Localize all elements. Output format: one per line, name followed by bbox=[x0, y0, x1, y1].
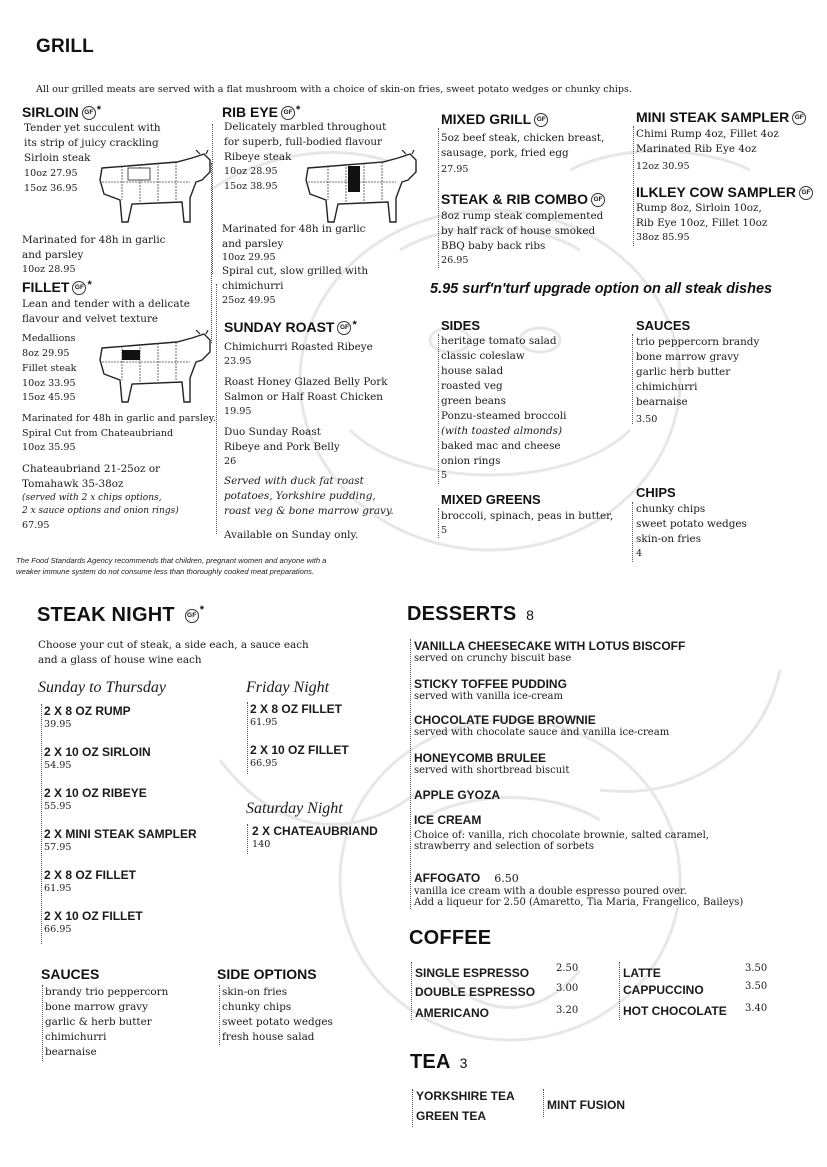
sunday-roast-served bbox=[224, 474, 394, 519]
ribeye-price: 10oz 28.95 bbox=[224, 166, 278, 177]
steak-night-title bbox=[37, 604, 204, 627]
coffee-name: LATTE bbox=[623, 966, 661, 980]
grill-sauces-title: SAUCES bbox=[636, 318, 691, 333]
divider bbox=[410, 639, 411, 909]
sauce-item: bearnaise bbox=[45, 1046, 97, 1058]
dessert-desc: served with shortbread biscuit bbox=[414, 765, 570, 776]
ribeye-title bbox=[222, 104, 300, 120]
fillet-line: Marinated for 48h in garlic and parsley. bbox=[22, 413, 216, 424]
mixed-greens-line: broccoli, spinach, peas in butter, bbox=[441, 510, 614, 522]
side-item: roasted veg bbox=[441, 380, 503, 392]
side-item: house salad bbox=[441, 365, 504, 377]
steak-night-intro-line: and a glass of house wine each bbox=[38, 654, 202, 666]
chips-price: 4 bbox=[636, 548, 643, 559]
coffee-left-list bbox=[415, 962, 585, 1021]
divider bbox=[216, 284, 217, 534]
fillet-name: FILLET bbox=[22, 279, 70, 295]
dessert-name: VANILLA CHEESECAKE WITH LOTUS BISCOFF bbox=[414, 639, 686, 653]
sunday-thursday-heading: Sunday to Thursday bbox=[38, 679, 166, 696]
star-mark: * bbox=[352, 319, 357, 331]
dessert-name: AFFOGATO bbox=[414, 871, 481, 885]
mixed-grill-desc bbox=[441, 131, 604, 178]
sunday-thursday-list bbox=[44, 704, 197, 950]
side-item: green beans bbox=[441, 395, 506, 407]
tea-price: 3 bbox=[459, 1055, 468, 1071]
side-item: classic coleslaw bbox=[441, 350, 525, 362]
friday-heading: Friday Night bbox=[246, 679, 330, 696]
steak-night-item bbox=[250, 743, 349, 784]
gluten-free-icon: GF bbox=[337, 321, 351, 335]
sauce-item: chimichurri bbox=[45, 1031, 107, 1043]
mini-sampler-name: MINI STEAK SAMPLER bbox=[636, 109, 790, 125]
dessert-item bbox=[414, 751, 709, 788]
divider bbox=[41, 704, 42, 944]
item-price: 54.95 bbox=[44, 760, 72, 771]
coffee-name: DOUBLE ESPRESSO bbox=[415, 985, 536, 999]
ilkley-desc bbox=[636, 201, 767, 246]
dessert-desc: served with vanilla ice-cream bbox=[414, 691, 563, 702]
saturday-list bbox=[252, 824, 378, 853]
sauces-price: 3.50 bbox=[636, 414, 658, 425]
dessert-desc: vanilla ice cream with a double espresso poured over. bbox=[414, 886, 687, 897]
divider bbox=[543, 1089, 544, 1117]
coffee-item bbox=[415, 1002, 585, 1021]
ribeye-price: 25oz 49.95 bbox=[222, 295, 276, 306]
item-price: 57.95 bbox=[44, 842, 72, 853]
mixed-greens-title: MIXED GREENS bbox=[441, 492, 541, 507]
divider bbox=[619, 962, 620, 1020]
sirloin-line: and parsley bbox=[22, 249, 84, 261]
tea-item: GREEN TEA bbox=[416, 1109, 487, 1123]
dessert-item bbox=[414, 788, 709, 813]
sirloin-marinated bbox=[22, 233, 165, 278]
tea-left-list bbox=[416, 1089, 515, 1123]
divider bbox=[411, 962, 412, 1020]
dessert-desc: served on crunchy biscuit base bbox=[414, 653, 572, 664]
fillet-line: (served with 2 x chips options, bbox=[22, 493, 162, 503]
ribeye-name: RIB EYE bbox=[222, 104, 279, 120]
steak-rib-line: BBQ baby back ribs bbox=[441, 240, 546, 252]
steak-night-sauces-title: SAUCES bbox=[41, 966, 100, 982]
dessert-name: CHOCOLATE FUDGE BROWNIE bbox=[414, 713, 596, 727]
ribeye-line: Ribeye steak bbox=[224, 151, 292, 163]
star-mark: * bbox=[199, 604, 205, 616]
fillet-line: Spiral Cut from Chateaubriand bbox=[22, 427, 174, 439]
food-standards-note bbox=[16, 555, 326, 577]
steak-night-item bbox=[44, 786, 197, 827]
sides-price: 5 bbox=[441, 470, 448, 481]
fillet-marinated bbox=[22, 412, 216, 456]
sirloin-name: SIRLOIN bbox=[22, 104, 79, 120]
mixed-grill-line: sausage, pork, fried egg bbox=[441, 147, 569, 159]
divider bbox=[633, 126, 634, 246]
ribeye-line: and parsley bbox=[222, 238, 284, 250]
coffee-item bbox=[623, 979, 773, 1000]
coffee-title: COFFEE bbox=[409, 927, 492, 949]
fillet-line: Medallions bbox=[22, 333, 76, 344]
coffee-price: 3.20 bbox=[556, 1005, 579, 1016]
fillet-chateaubriand bbox=[22, 462, 160, 492]
ilkley-line: Rib Eye 10oz, Fillet 10oz bbox=[636, 217, 768, 229]
side-item: baked mac and cheese bbox=[441, 440, 561, 452]
dessert-name: ICE CREAM bbox=[414, 813, 482, 827]
fillet-cow-cuts-icon bbox=[92, 330, 214, 408]
sunday-roast-duo bbox=[224, 425, 340, 470]
coffee-name: SINGLE ESPRESSO bbox=[415, 966, 530, 980]
fsa-line: weaker immune system do not consume less than thoroughly cooked meat preparations. bbox=[16, 567, 314, 576]
tea-item: YORKSHIRE TEA bbox=[416, 1089, 515, 1103]
steak-rib-line: by half rack of house smoked bbox=[441, 225, 596, 237]
sauce-item: bearnaise bbox=[636, 396, 688, 408]
gluten-free-icon: GF bbox=[799, 186, 813, 200]
ribeye-line: Spiral cut, slow grilled with bbox=[222, 265, 369, 277]
sirloin-price: 15oz 36.95 bbox=[24, 182, 78, 194]
chips-title: CHIPS bbox=[636, 485, 676, 500]
gluten-free-icon: GF bbox=[72, 281, 86, 295]
fillet-note bbox=[22, 492, 179, 518]
divider bbox=[632, 334, 633, 424]
desserts-title bbox=[407, 603, 534, 626]
sunday-price: 19.95 bbox=[224, 406, 252, 417]
ilkley-price: 38oz 85.95 bbox=[636, 232, 690, 243]
sunday-roast-availability: Available on Sunday only. bbox=[224, 529, 359, 541]
grill-intro: All our grilled meats are served with a flat mushroom with a choice of skin-on fries, sweet potato wedges or chunky chips. bbox=[36, 84, 633, 95]
steak-rib-name: STEAK & RIB COMBO bbox=[441, 191, 588, 207]
mixed-grill-title bbox=[441, 111, 548, 127]
fillet-price: 10oz 35.95 bbox=[22, 442, 76, 453]
fillet-medallions bbox=[22, 332, 75, 361]
mini-sampler-price: 12oz 30.95 bbox=[636, 161, 690, 172]
ribeye-line: for superb, full-bodied flavour bbox=[224, 136, 383, 148]
side-option-item: chunky chips bbox=[222, 1001, 292, 1013]
sunday-line: roast veg & bone marrow gravy. bbox=[224, 505, 394, 517]
ilkley-name: ILKLEY COW SAMPLER bbox=[636, 184, 796, 200]
sirloin-line: its strip of juicy crackling bbox=[24, 137, 159, 149]
mini-sampler-line: Marinated Rib Eye 4oz bbox=[636, 143, 757, 155]
item-price: 55.95 bbox=[44, 801, 72, 812]
item-name: 2 X 10 OZ RIBEYE bbox=[44, 786, 147, 800]
ribeye-line: Delicately marbled throughout bbox=[224, 121, 387, 133]
steak-rib-desc bbox=[441, 209, 603, 269]
fillet-line: Tomahawk 35-38oz bbox=[22, 478, 124, 490]
coffee-right-list bbox=[623, 962, 773, 1019]
divider bbox=[412, 1089, 413, 1127]
side-options-list bbox=[222, 985, 333, 1045]
steak-night-item bbox=[252, 824, 378, 853]
sunday-price: 26 bbox=[224, 456, 237, 467]
coffee-price: 3.50 bbox=[745, 981, 768, 992]
item-price: 39.95 bbox=[44, 719, 72, 730]
ribeye-cow-cuts-icon bbox=[298, 150, 420, 228]
sunday-line: Chimichurri Roasted Ribeye bbox=[224, 341, 373, 353]
friday-list bbox=[250, 702, 349, 784]
ilkley-title bbox=[636, 184, 813, 200]
side-item: Ponzu-steamed broccoli bbox=[441, 410, 567, 422]
steak-night-item bbox=[44, 704, 197, 745]
sunday-roast-ribeye bbox=[224, 340, 373, 370]
fillet-line: Fillet steak bbox=[22, 363, 77, 374]
coffee-price: 3.40 bbox=[745, 1003, 768, 1014]
sunday-roast-pork bbox=[224, 375, 388, 420]
tea-title bbox=[410, 1051, 468, 1074]
sirloin-price: 10oz 28.95 bbox=[22, 264, 76, 275]
divider bbox=[247, 702, 248, 774]
sirloin-line: Marinated for 48h in garlic bbox=[22, 234, 166, 246]
desserts-name: DESSERTS bbox=[407, 603, 517, 625]
sirloin-price: 10oz 27.95 bbox=[24, 168, 78, 179]
mixed-greens-price: 5 bbox=[441, 525, 448, 536]
coffee-price: 3.50 bbox=[745, 963, 768, 974]
divider bbox=[438, 334, 439, 484]
sauce-item: bone marrow gravy bbox=[636, 351, 740, 363]
gluten-free-icon: GF bbox=[281, 106, 295, 120]
ribeye-price: 15oz 38.95 bbox=[224, 180, 278, 192]
gluten-free-icon: GF bbox=[82, 106, 96, 120]
dessert-desc: strawberry and selection of sorbets bbox=[414, 841, 595, 852]
fillet-chateaubriand-price: 67.95 bbox=[22, 520, 50, 531]
sunday-line: Duo Sunday Roast bbox=[224, 426, 321, 438]
chips-item: chunky chips bbox=[636, 503, 706, 515]
mixed-grill-price: 27.95 bbox=[441, 164, 469, 175]
item-name: 2 X 8 OZ RUMP bbox=[44, 704, 131, 718]
dessert-name: HONEYCOMB BRULEE bbox=[414, 751, 547, 765]
item-name: 2 X 10 OZ FILLET bbox=[250, 743, 349, 757]
dessert-item bbox=[414, 639, 709, 677]
sunday-roast-name: SUNDAY ROAST bbox=[224, 319, 335, 335]
divider bbox=[438, 508, 439, 538]
star-mark: * bbox=[87, 279, 92, 291]
saturday-heading: Saturday Night bbox=[246, 800, 343, 817]
sauce-item: chimichurri bbox=[636, 381, 698, 393]
sauce-item: bone marrow gravy bbox=[45, 1001, 149, 1013]
fillet-price: 15oz 45.95 bbox=[22, 392, 76, 403]
mini-sampler-line: Chimi Rump 4oz, Fillet 4oz bbox=[636, 128, 779, 140]
sauce-item: garlic & herb butter bbox=[45, 1016, 152, 1028]
sirloin-cow-cuts-icon bbox=[92, 150, 214, 228]
chips-item: sweet potato wedges bbox=[636, 518, 747, 530]
sides-title: SIDES bbox=[441, 318, 481, 333]
coffee-item bbox=[415, 962, 585, 981]
chips-list bbox=[636, 502, 747, 562]
divider bbox=[247, 824, 248, 854]
dessert-name: STICKY TOFFEE PUDDING bbox=[414, 677, 567, 691]
coffee-item bbox=[415, 981, 585, 1002]
divider bbox=[438, 128, 439, 268]
sunday-line: Ribeye and Pork Belly bbox=[224, 441, 340, 453]
item-price: 61.95 bbox=[250, 717, 278, 728]
divider bbox=[632, 502, 633, 562]
dessert-desc: Add a liqueur for 2.50 (Amaretto, Tia Maria, Frangelico, Baileys) bbox=[414, 897, 744, 908]
steak-night-item bbox=[44, 745, 197, 786]
steak-night-item bbox=[44, 909, 197, 950]
sunday-price: 23.95 bbox=[224, 356, 252, 367]
item-name: 2 X 10 OZ FILLET bbox=[44, 909, 143, 923]
steak-rib-title bbox=[441, 191, 605, 207]
sauce-item: trio peppercorn brandy bbox=[636, 336, 760, 348]
item-name: 2 X 8 OZ FILLET bbox=[250, 702, 343, 716]
coffee-item bbox=[623, 1000, 773, 1019]
affogato-price: 6.50 bbox=[494, 872, 519, 885]
ribeye-line: chimichurri bbox=[222, 280, 284, 292]
ilkley-line: Rump 8oz, Sirloin 10oz, bbox=[636, 202, 762, 214]
steak-rib-price: 26.95 bbox=[441, 255, 469, 266]
sides-list bbox=[441, 334, 566, 484]
item-price: 140 bbox=[252, 839, 271, 850]
item-name: 2 X MINI STEAK SAMPLER bbox=[44, 827, 197, 841]
sirloin-line: Tender yet succulent with bbox=[24, 122, 161, 134]
divider bbox=[42, 985, 43, 1061]
sauce-item: brandy trio peppercorn bbox=[45, 986, 169, 998]
dessert-name: APPLE GYOZA bbox=[414, 788, 501, 802]
fillet-line: Lean and tender with a delicate bbox=[22, 298, 190, 310]
steak-night-item bbox=[250, 702, 349, 743]
item-price: 66.95 bbox=[44, 924, 72, 935]
item-name: 2 X 10 OZ SIRLOIN bbox=[44, 745, 151, 759]
grill-title: GRILL bbox=[36, 36, 94, 57]
coffee-item bbox=[623, 962, 773, 979]
desserts-list bbox=[414, 639, 709, 852]
steak-night-intro-line: Choose your cut of steak, a side each, a sauce each bbox=[38, 639, 309, 651]
fillet-line: flavour and velvet texture bbox=[22, 313, 159, 325]
coffee-name: HOT CHOCOLATE bbox=[623, 1004, 727, 1018]
ribeye-line: Marinated for 48h in garlic bbox=[222, 223, 366, 235]
dessert-item bbox=[414, 813, 709, 852]
grill-sauces-list bbox=[636, 335, 759, 428]
surf-turf-note: 5.95 surf'n'turf upgrade option on all steak dishes bbox=[430, 281, 773, 297]
divider bbox=[219, 985, 220, 1045]
side-item: onion rings bbox=[441, 455, 501, 467]
steak-night-sauces-list bbox=[45, 985, 168, 1060]
mixed-grill-name: MIXED GRILL bbox=[441, 111, 532, 127]
mini-sampler-desc bbox=[636, 127, 779, 175]
fillet-title bbox=[22, 279, 92, 295]
item-name: 2 X 8 OZ FILLET bbox=[44, 868, 137, 882]
coffee-price: 2.50 bbox=[556, 963, 579, 974]
desserts-price: 8 bbox=[526, 607, 535, 623]
sunday-line: Served with duck fat roast bbox=[224, 475, 364, 487]
mixed-grill-line: 5oz beef steak, chicken breast, bbox=[441, 132, 605, 144]
side-options-title: SIDE OPTIONS bbox=[217, 966, 317, 982]
star-mark: * bbox=[96, 104, 102, 116]
item-price: 66.95 bbox=[250, 758, 278, 769]
fillet-line: 2 x sauce options and onion rings) bbox=[22, 506, 179, 516]
divider bbox=[212, 124, 213, 274]
fillet-price: 8oz 29.95 bbox=[22, 347, 70, 359]
affogato-item bbox=[414, 867, 743, 908]
chips-item: skin-on fries bbox=[636, 533, 702, 545]
coffee-name: AMERICANO bbox=[415, 1006, 489, 1020]
coffee-name: CAPPUCCINO bbox=[623, 983, 704, 997]
ribeye-price: 10oz 29.95 bbox=[222, 252, 276, 263]
gluten-free-icon: GF bbox=[534, 113, 548, 127]
side-item: heritage tomato salad bbox=[441, 335, 557, 347]
fsa-line: The Food Standards Agency recommends that children, pregnant women and anyone with a bbox=[16, 556, 327, 565]
mixed-greens-desc bbox=[441, 509, 613, 539]
dessert-desc: served with chocolate sauce and vanilla ice-cream bbox=[414, 727, 670, 738]
side-option-item: sweet potato wedges bbox=[222, 1016, 333, 1028]
side-option-item: skin-on fries bbox=[222, 986, 288, 998]
fillet-desc bbox=[22, 297, 190, 327]
tea-item: MINT FUSION bbox=[547, 1098, 625, 1112]
dessert-item bbox=[414, 713, 709, 751]
sauce-item: garlic herb butter bbox=[636, 366, 731, 378]
item-name: 2 X CHATEAUBRIAND bbox=[252, 824, 378, 838]
steak-night-item bbox=[44, 868, 197, 909]
dessert-item bbox=[414, 677, 709, 713]
steak-rib-line: 8oz rump steak complemented bbox=[441, 210, 604, 222]
sirloin-line: Sirloin steak bbox=[24, 152, 91, 164]
star-mark: * bbox=[296, 104, 301, 116]
side-option-item: fresh house salad bbox=[222, 1031, 315, 1043]
tea-right-list bbox=[547, 1098, 625, 1112]
item-price: 61.95 bbox=[44, 883, 72, 894]
steak-night-intro bbox=[38, 638, 309, 668]
gluten-free-icon: GF bbox=[591, 193, 605, 207]
fillet-line: Chateaubriand 21-25oz or bbox=[22, 463, 161, 475]
mini-sampler-title bbox=[636, 109, 806, 125]
coffee-price: 3.00 bbox=[556, 983, 579, 994]
side-item-note: (with toasted almonds) bbox=[441, 425, 563, 437]
gluten-free-icon: GF bbox=[185, 609, 199, 623]
sunday-roast-title bbox=[224, 319, 357, 335]
steak-night-item bbox=[44, 827, 197, 868]
sunday-line: potatoes, Yorkshire pudding, bbox=[224, 490, 376, 502]
sunday-line: Salmon or Half Roast Chicken bbox=[224, 391, 384, 403]
dessert-desc: Choice of: vanilla, rich chocolate brownie, salted caramel, bbox=[414, 830, 709, 841]
fillet-steak bbox=[22, 362, 76, 406]
tea-name: TEA bbox=[410, 1051, 450, 1073]
sunday-line: Roast Honey Glazed Belly Pork bbox=[224, 376, 388, 388]
ribeye-marinated bbox=[222, 222, 368, 309]
fillet-price: 10oz 33.95 bbox=[22, 377, 76, 389]
gluten-free-icon: GF bbox=[792, 111, 806, 125]
sirloin-title bbox=[22, 104, 101, 120]
steak-night-name: STEAK NIGHT bbox=[37, 604, 175, 626]
